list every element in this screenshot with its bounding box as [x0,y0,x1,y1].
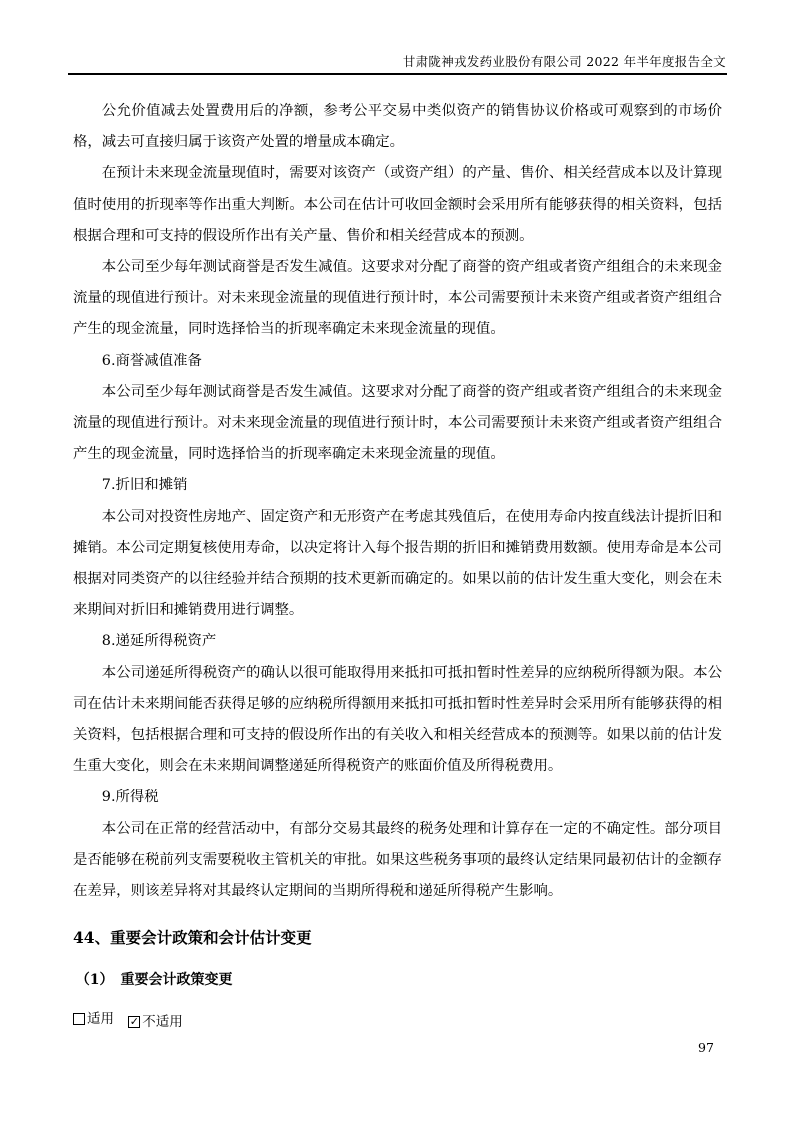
page-number: 97 [698,1040,714,1055]
body-paragraph: 公允价值减去处置费用后的净额，参考公平交易中类似资产的销售协议价格或可观察到的市场价格，减去可直接归属于该资产处置的增量成本确定。 [73,103,722,151]
checkbox-not-applicable-label: 不适用 [142,1013,183,1030]
subsection-heading-8: 8.递延所得税资产 [101,633,217,650]
checkbox-applicable-label: 适用 [87,1011,114,1028]
checkbox-checked-icon: ✓ [129,1015,139,1028]
page-header-title: 甘肃陇神戎发药业股份有限公司 2022 年半年度报告全文 [402,54,726,69]
checkbox-applicable [73,1010,114,1028]
subsection-heading-7: 7.折旧和摊销 [101,477,188,494]
body-paragraph: 本公司递延所得税资产的确认以很可能取得用来抵扣可抵扣暂时性差异的应纳税所得额为限。本公司在估计未来期间能否获得足够的应纳税所得额用来抵扣可抵扣暂时性差异时会采用所有能够获得的相关资料，包括根据合理和可支持的假设所作出的有关收入和相关经营成本的预测等。如果以前的估计发生重大变化，则会在未来期间调整递延所得税资产的账面价值及所得税费用。 [73,664,722,775]
checkbox-not-applicable [128,1013,183,1031]
subsection-heading-6: 6.商誉减值准备 [101,352,202,369]
body-paragraph: 在预计未来现金流量现值时，需要对该资产（或资产组）的产量、售价、相关经营成本以及计算现值时使用的折现率等作出重大判断。本公司在估计可收回金额时会采用所有能够获得的相关资料，包括根据合理和可支持的假设所作出有关产量、售价和相关经营成本的预测。 [73,165,722,244]
header-rule [68,73,727,75]
subsection-heading-9: 9.所得税 [101,789,159,806]
body-paragraph: 本公司至少每年测试商誉是否发生减值。这要求对分配了商誉的资产组或者资产组组合的未来现金流量的现值进行预计。对未来现金流量的现值进行预计时，本公司需要预计未来资产组或者资产组组合产生的现金流量，同时选择恰当的折现率确定未来现金流量的现值。 [73,259,722,338]
section-44-subheading: （1） 重要会计政策变更 [75,972,233,989]
applicability-checkbox-row [73,1010,722,1031]
checkbox-unchecked-icon [73,1013,85,1025]
body-paragraph: 本公司至少每年测试商誉是否发生减值。这要求对分配了商誉的资产组或者资产组组合的未来现金流量的现值进行预计。对未来现金流量的现值进行预计时，本公司需要预计未来资产组或者资产组组合产生的现金流量，同时选择恰当的折现率确定未来现金流量的现值。 [73,383,722,463]
section-44-heading: 44、重要会计政策和会计估计变更 [73,928,312,948]
body-paragraph: 本公司在正常的经营活动中，有部分交易其最终的税务处理和计算存在一定的不确定性。部分项目是否能够在税前列支需要税收主管机关的审批。如果这些税务事项的最终认定结果同最初估计的金额存在差异，则该差异将对其最终认定期间的当期所得税和递延所得税产生影响。 [73,820,722,900]
document-body [73,96,722,1031]
body-paragraph: 本公司对投资性房地产、固定资产和无形资产在考虑其残值后，在使用寿命内按直线法计提折旧和摊销。本公司定期复核使用寿命，以决定将计入每个报告期的折旧和摊销费用数额。使用寿命是本公司根据对同类资产的以往经验并结合预期的技术更新而确定的。如果以前的估计发生重大变化，则会在未来期间对折旧和摊销费用进行调整。 [73,508,722,619]
